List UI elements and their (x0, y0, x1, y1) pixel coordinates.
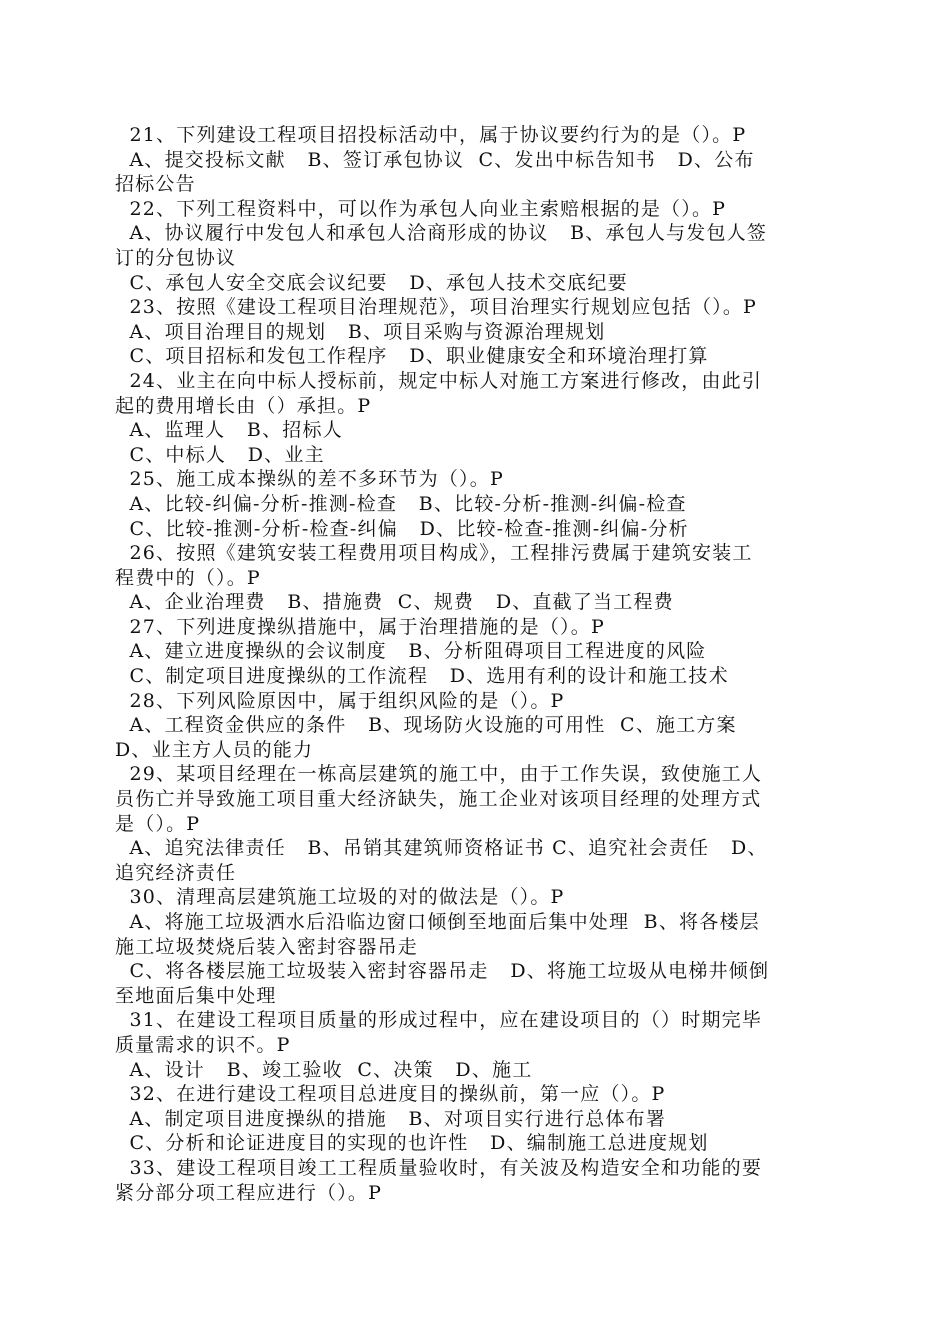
text-line: C、承包人安全交底会议纪要 D、承包人技术交底纪要 (115, 271, 628, 294)
text-line: A、设计 B、竣工验收 C、决策 D、施工 (115, 1058, 533, 1081)
text-line: A、追究法律责任 B、吊销其建筑师资格证书 C、追究社会责任 D、 (115, 837, 768, 860)
text-line: A、项目治理目的规划 B、项目采购与资源治理规划 (115, 320, 606, 343)
text-line: C、制定项目进度操纵的工作流程 D、选用有利的设计和施工技术 (115, 665, 729, 688)
text-line: A、提交投标文献 B、签订承包协议 C、发出中标告知书 D、公布 (115, 148, 755, 171)
text-line: C、项目招标和发包工作程序 D、职业健康安全和环境治理打算 (115, 345, 709, 368)
text-line: 21、下列建设工程项目招投标活动中，属于协议要约行为的是（）。P (115, 124, 747, 146)
text-line: 30、清理高层建筑施工垃圾的对的做法是（）。P (115, 886, 565, 909)
text-line: 员伤亡并导致施工项目重大经济缺失，施工企业对该项目经理的处理方式 (115, 788, 762, 811)
text-line: 31、在建设工程项目质量的形成过程中，应在建设项目的（）时期完毕 (115, 1009, 763, 1032)
text-line: A、比较-纠偏-分析-推测-检查 B、比较-分析-推测-纠偏-检查 (115, 492, 687, 515)
text-line: 程费中的（）。P (115, 566, 261, 589)
text-line: C、比较-推测-分析-检查-纠偏 D、比较-检查-推测-纠偏-分析 (115, 517, 689, 540)
text-line: 至地面后集中处理 (115, 984, 277, 1007)
text-line: 28、下列风险原因中，属于组织风险的是（）。P (115, 689, 565, 712)
text-line: 27、下列进度操纵措施中，属于治理措施的是（）。P (115, 615, 605, 638)
text-line: 29、某项目经理在一栋高层建筑的施工中，由于工作失误，致使施工人 (115, 763, 763, 786)
text-line: A、协议履行中发包人和承包人洽商形成的协议 B、承包人与发包人签 (115, 222, 768, 245)
text-line: 32、在进行建设工程项目总进度目的操纵前，第一应（）。P (115, 1083, 666, 1106)
text-line: 23、按照《建设工程项目治理规范》，项目治理实行规划应包括（）。P (115, 296, 758, 319)
text-line: A、将施工垃圾洒水后沿临边窗口倾倒至地面后集中处理 B、将各楼层 (115, 911, 760, 933)
text-line: D、业主方人员的能力 (115, 738, 314, 761)
text-line: 质量需求的识不。P (115, 1033, 291, 1056)
text-line: 26、按照《建筑安装工程费用项目构成》，工程排污费属于建筑安装工 (115, 542, 753, 565)
text-line: 订的分包协议 (115, 246, 237, 269)
text-line: A、工程资金供应的条件 B、现场防火设施的可用性 C、施工方案 (115, 714, 737, 737)
text-line: 追究经济责任 (115, 861, 237, 884)
text-line: 25、施工成本操纵的差不多环节为（）。P (115, 468, 504, 491)
text-line: A、制定项目进度操纵的措施 B、对项目实行进行总体布署 (115, 1107, 667, 1130)
text-line: 紧分部分项工程应进行（）。P (115, 1181, 383, 1204)
text-line: 24、业主在向中标人授标前，规定中标人对施工方案进行修改，由此引 (115, 369, 763, 392)
question-text-block (115, 123, 830, 1205)
text-line: 招标公告 (115, 173, 196, 196)
text-line: 施工垃圾焚烧后装入密封容器吊走 (115, 935, 419, 958)
text-line: 起的费用增长由（）承担。P (115, 394, 372, 417)
text-line: A、监理人 B、招标人 (115, 419, 343, 442)
text-line: 是（）。P (115, 812, 201, 835)
text-line: 33、建设工程项目竣工工程质量验收时，有关波及构造安全和功能的要 (115, 1156, 763, 1179)
text-line: C、将各楼层施工垃圾装入密封容器吊走 D、将施工垃圾从电梯井倾倒 (115, 960, 770, 983)
text-line: 22、下列工程资料中，可以作为承包人向业主索赔根据的是（）。P (115, 197, 727, 220)
text-line: A、企业治理费 B、措施费 C、规费 D、直截了当工程费 (115, 591, 674, 614)
text-line: A、建立进度操纵的会议制度 B、分析阻碍项目工程进度的风险 (115, 640, 707, 663)
text-line: C、分析和论证进度目的实现的也许性 D、编制施工总进度规划 (115, 1132, 709, 1155)
text-line: C、中标人 D、业主 (115, 443, 325, 466)
